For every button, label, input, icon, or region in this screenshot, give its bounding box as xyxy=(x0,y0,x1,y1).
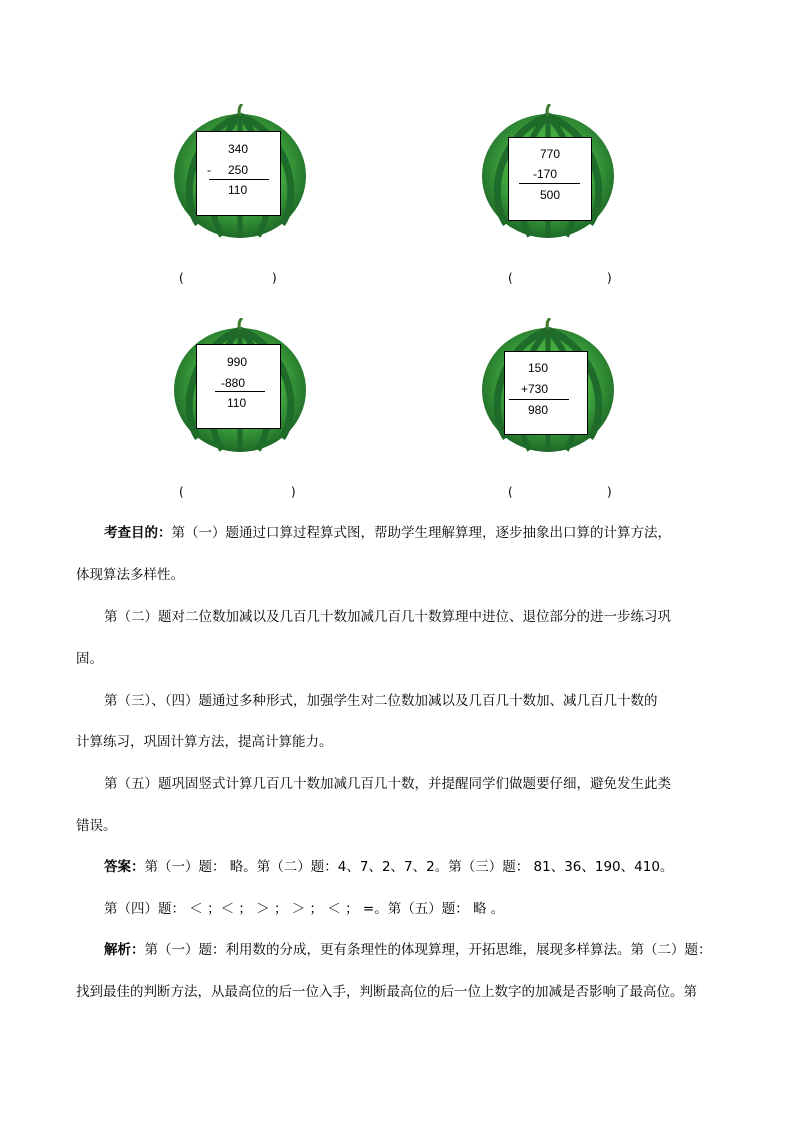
calc-result: 500 xyxy=(540,188,561,202)
p5-line-2: 错误。 xyxy=(76,818,117,834)
calc-top: 770 xyxy=(540,147,561,161)
analysis-label: 解析： xyxy=(104,942,145,958)
purpose-paragraph xyxy=(76,523,754,543)
calc-mid: 250 xyxy=(228,163,249,177)
calc-mid: +730 xyxy=(521,382,549,396)
answer-blank-2-open: ( xyxy=(508,271,513,285)
answer-blank-1-open: ( xyxy=(179,271,184,285)
calc-mid: -880 xyxy=(221,376,246,390)
calc-card-3 xyxy=(196,344,281,429)
answer-text: 第（一）题： 略。第（二）题：4、7、2、7、2。第（三）题： 81、36、190、410。 xyxy=(144,859,674,875)
calc-result: 980 xyxy=(528,403,549,417)
p3-line-1: 第（三）、（四）题通过多种形式，加强学生对二位数加减以及几百几十数加、减几百几十数的 xyxy=(104,693,658,709)
answer-blank-3-open: ( xyxy=(179,485,184,499)
calc-rule xyxy=(209,179,269,180)
answer-label: 答案： xyxy=(104,859,145,875)
purpose-label: 考查目的： xyxy=(104,525,172,541)
p2-line-2: 固。 xyxy=(76,651,103,667)
answer-blank-4-close: ) xyxy=(607,485,612,499)
calc-mid: -170 xyxy=(533,167,558,181)
calc-rule xyxy=(215,391,265,392)
purpose-line-2: 体现算法多样性。 xyxy=(76,567,184,583)
answer-line-2: 第（四）题： ＜ ；＜ ； ＞ ； ＞ ； ＜ ； =。第（五）题： 略 。 xyxy=(104,901,505,917)
calc-top: 990 xyxy=(227,355,248,369)
p2-line-1: 第（二）题对二位数加减以及几百几十数加减几百几十数算理中进位、退位部分的进一步练习巩 xyxy=(104,609,671,625)
analysis-line-2: 找到最佳的判断方法，从最高位的后一位入手，判断最高位的后一位上数字的加减是否影响了最高位。第 xyxy=(76,984,697,1000)
calc-card-4 xyxy=(504,351,588,435)
answer-blank-1-close: ) xyxy=(272,271,277,285)
p3-line-2: 计算练习，巩固计算方法，提高计算能力。 xyxy=(76,734,333,750)
calc-top: 340 xyxy=(228,142,249,156)
calc-op: - xyxy=(207,163,211,177)
calc-card-2 xyxy=(508,137,592,221)
answer-paragraph xyxy=(76,857,754,877)
answer-blank-3-close: ) xyxy=(291,485,296,499)
answer-blank-2-close: ) xyxy=(607,271,612,285)
calc-result: 110 xyxy=(228,183,248,197)
calc-top: 150 xyxy=(528,361,549,375)
p5-line-1: 第（五）题巩固竖式计算几百几十数加减几百几十数，并提醒同学们做题要仔细，避免发生此类 xyxy=(104,776,671,792)
calc-rule xyxy=(509,399,569,400)
calc-rule xyxy=(519,183,580,184)
calc-card-1 xyxy=(196,131,281,216)
purpose-text: 第（一）题通过口算过程算式图，帮助学生理解算理，逐步抽象出口算的计算方法， xyxy=(171,525,671,541)
calc-result: 110 xyxy=(227,396,247,410)
analysis-text: 第（一）题：利用数的分成，更有条理性的体现算理，开拓思维，展现多样算法。第（二）题： xyxy=(144,942,712,958)
analysis-paragraph xyxy=(76,940,754,960)
answer-blank-4-open: ( xyxy=(508,485,513,499)
